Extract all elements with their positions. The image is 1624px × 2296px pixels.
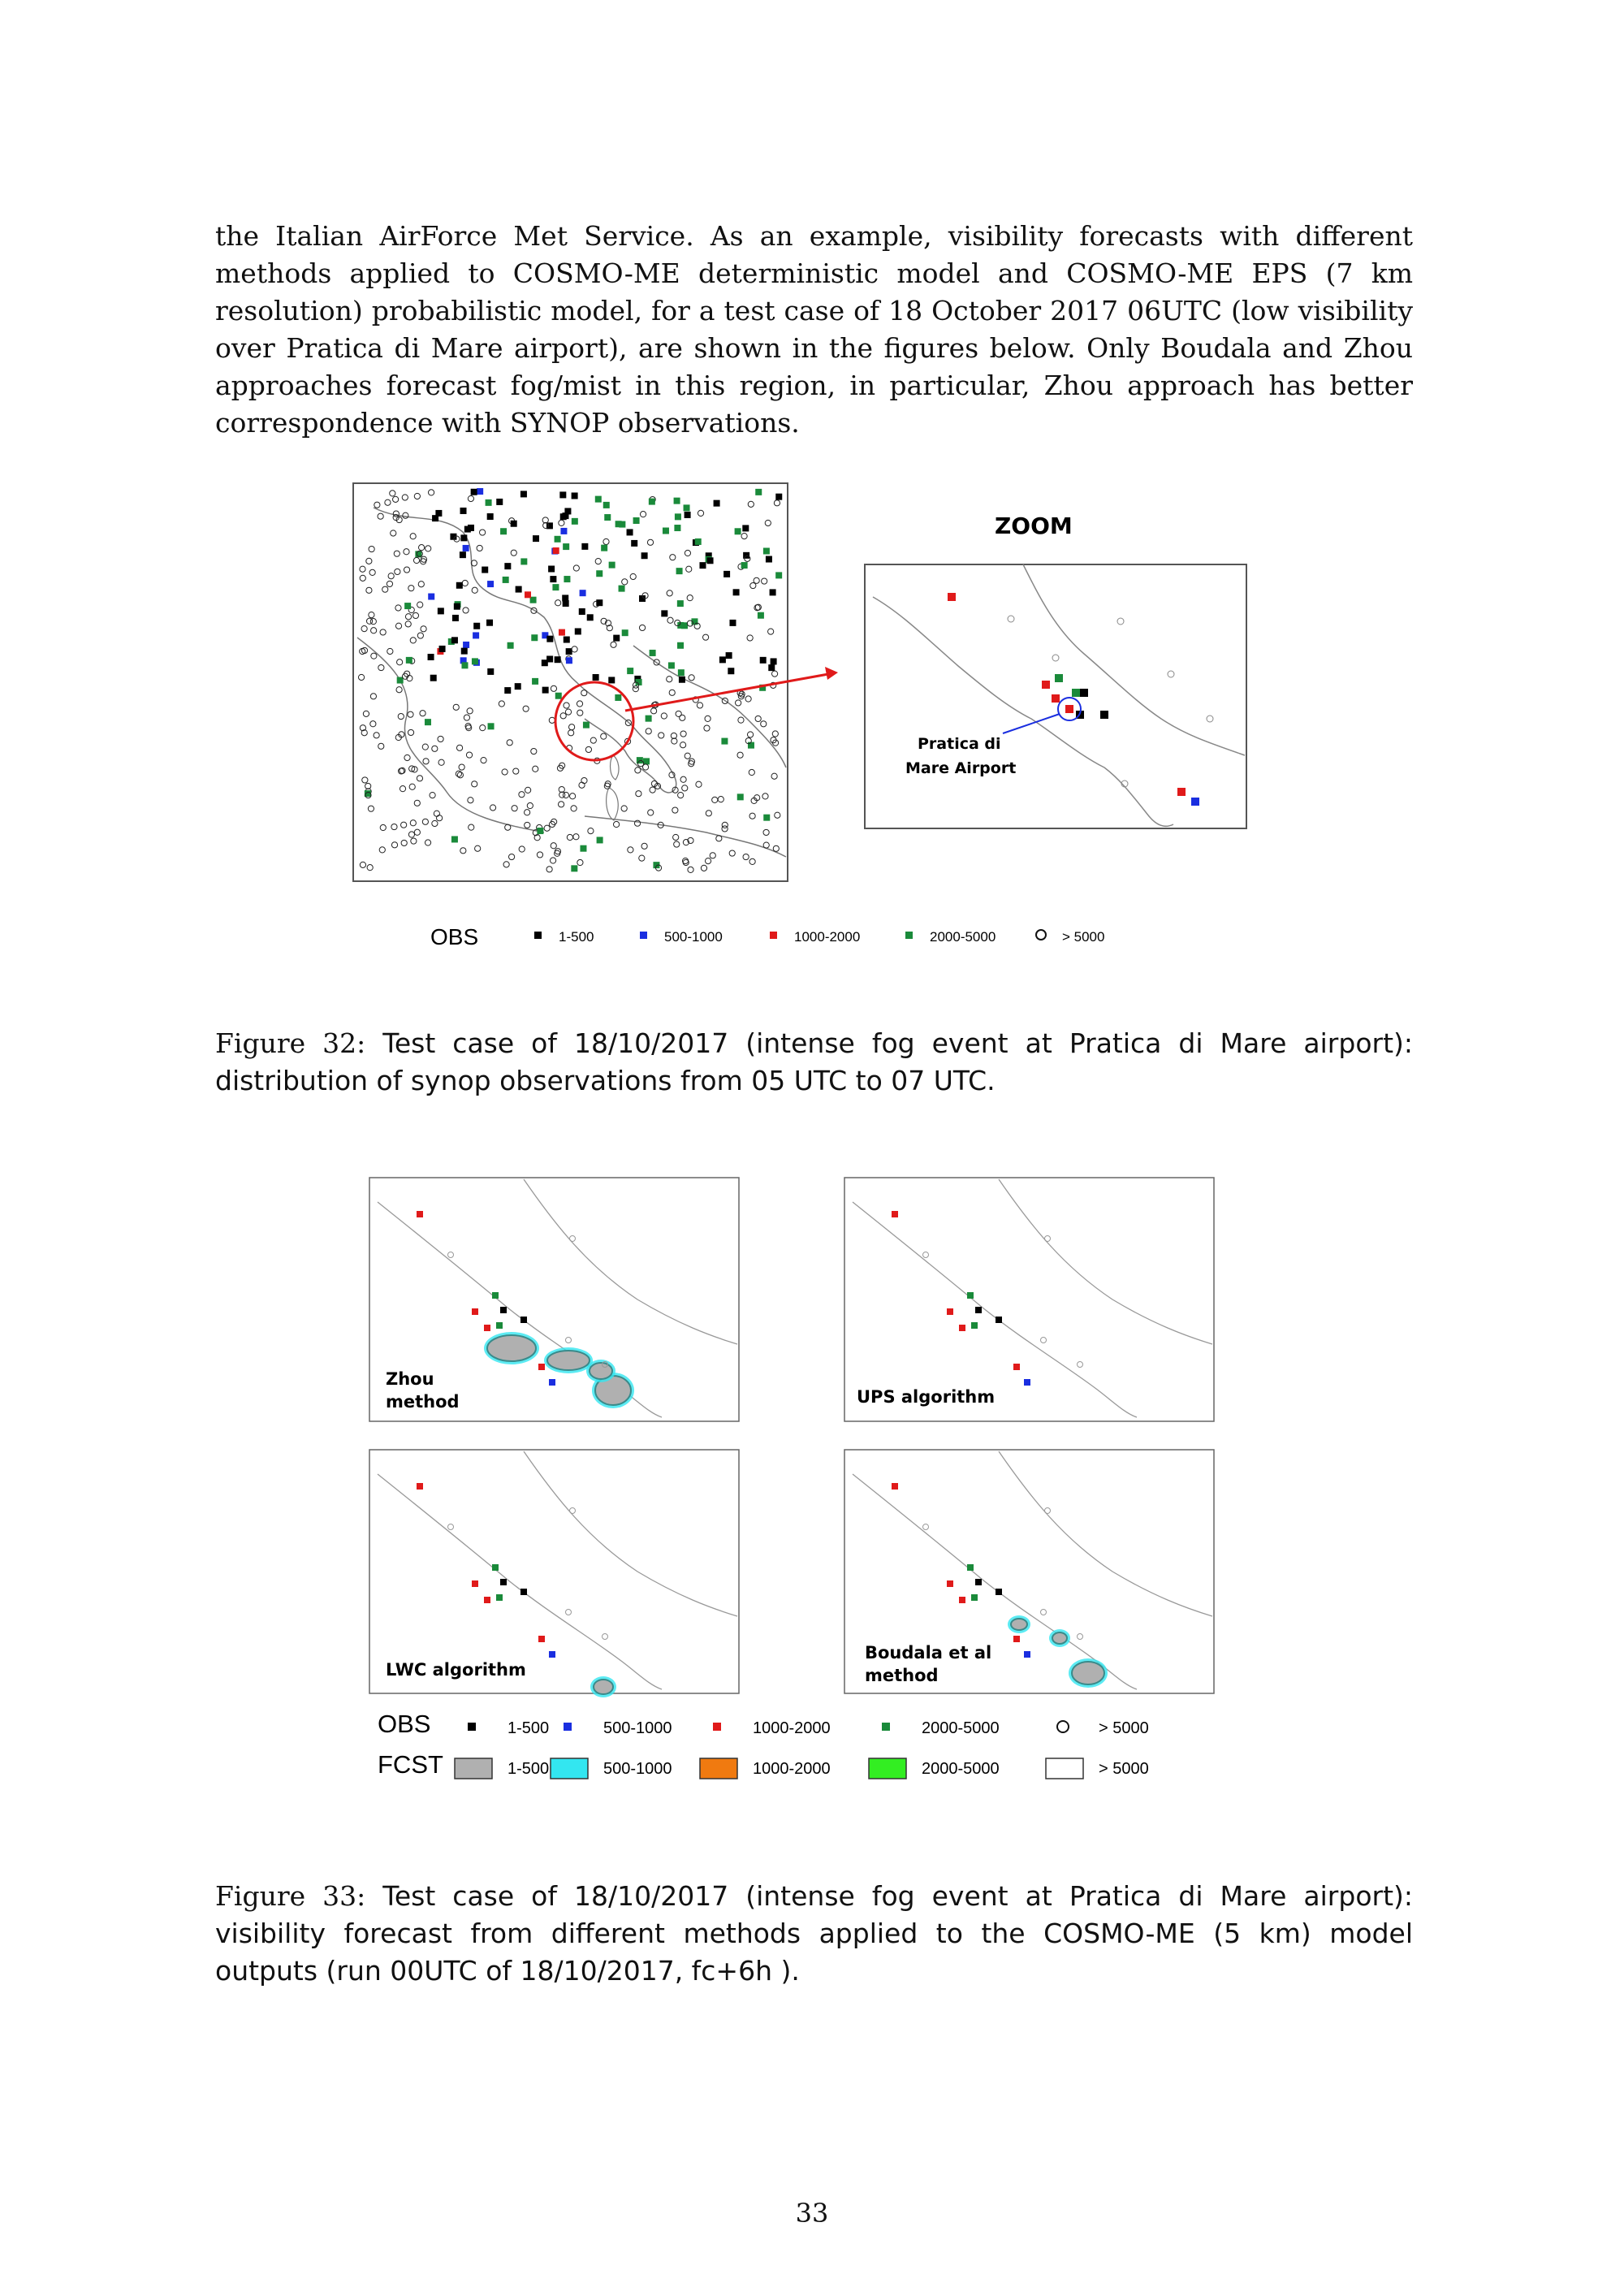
legend-marker [770,932,777,939]
legend33-fcst-label: 1000-2000 [753,1760,831,1778]
obs-marker [566,648,572,655]
obs-marker [613,635,620,642]
obs-marker [735,528,741,534]
obs-marker [726,652,732,659]
obs-marker [743,552,749,559]
fcst-area-core [1011,1619,1027,1630]
panel-obs-marker [492,1564,499,1571]
obs-marker [676,568,683,574]
legend33-obs-marker [468,1723,476,1731]
obs-marker [542,687,549,694]
panel-obs-marker [538,1636,545,1642]
panel-label-boudala-2: method [865,1666,939,1685]
obs-marker [515,683,521,690]
zoom-obs-marker [1080,689,1088,697]
obs-marker [685,512,691,518]
obs-marker [579,608,585,615]
figure-32-caption-text: Test case of 18/10/2017 (intense fog event at Pratica di Mare airport): distribution of synop observations from 05 UTC to 07 UTC. [215,1027,1414,1096]
obs-marker [678,669,685,676]
legend33-fcst-swatch [455,1758,492,1779]
legend-obs-label-33: OBS [378,1710,431,1738]
zoom-obs-marker [1100,711,1108,719]
zoom-obs-marker [1072,689,1080,697]
obs-marker [763,815,770,821]
obs-marker [496,499,503,505]
legend33-fcst-label: 1-500 [508,1760,550,1778]
figure-33-caption-text: Test case of 18/10/2017 (intense fog event at Pratica di Mare airport): visibility forecast from different methods applied to the COSMO-ME (5 km) model outputs (run 00UTC of 18/10/2017, fc+6h ). [215,1880,1414,1987]
legend33-obs-label: 1000-2000 [753,1719,831,1737]
obs-marker [473,623,480,629]
legend33-obs-label: > 5000 [1099,1719,1149,1737]
legend-class-label: 2000-5000 [930,929,996,945]
obs-marker [587,614,594,620]
obs-marker [487,581,494,587]
obs-marker [742,525,749,531]
panel-obs-marker [947,1580,953,1587]
obs-marker [435,510,442,517]
panel-ups [844,1178,1214,1421]
panel-obs-marker [1013,1364,1020,1370]
obs-marker [451,637,458,643]
panel-label-boudala-1: Boudala et al [865,1643,992,1663]
obs-marker [488,723,495,729]
legend33-fcst-swatch [551,1758,588,1779]
figure-33-legend [455,1719,1149,1779]
obs-marker [627,668,633,674]
figure-32-caption [215,1025,1413,1100]
figure-33-caption [215,1878,1413,1990]
legend-obs-label: OBS [430,924,479,949]
obs-marker [563,600,569,607]
obs-marker [668,662,675,668]
legend33-fcst-swatch [869,1758,906,1779]
obs-marker [566,657,572,664]
obs-marker [572,492,578,499]
obs-marker [560,513,567,520]
obs-marker [564,576,570,582]
obs-marker [531,634,538,641]
obs-marker [508,642,514,649]
obs-marker [661,610,667,616]
obs-marker [477,488,483,495]
obs-marker [504,687,511,694]
obs-marker [721,738,728,745]
legend-class-label: 1000-2000 [794,929,861,945]
figure-32-graphic [341,475,1275,962]
legend33-obs-label: 500-1000 [603,1719,672,1737]
obs-marker [553,547,559,554]
obs-marker [763,547,770,554]
obs-marker [596,599,603,606]
obs-marker [463,642,469,648]
legend-marker [640,932,647,939]
obs-marker [533,535,539,542]
legend33-obs-label: 2000-5000 [922,1719,1000,1737]
legend33-obs-marker [882,1723,890,1731]
obs-marker [637,757,643,763]
figure-32 [341,475,1275,962]
obs-marker [487,513,494,520]
obs-marker [699,562,706,569]
panel-obs-marker [1013,1636,1020,1642]
panel-label-lwc: LWC algorithm [386,1660,526,1680]
obs-marker [406,657,412,664]
obs-marker [729,620,736,626]
obs-marker [471,489,477,495]
panel-obs-marker [892,1211,898,1217]
airport-obs-marker [1065,705,1073,713]
obs-marker [560,528,567,534]
obs-marker [622,629,628,636]
obs-marker [461,648,468,655]
panel-obs-marker [549,1651,555,1658]
panel-obs-marker [520,1589,527,1595]
obs-marker [707,557,714,564]
obs-marker [675,513,681,520]
fcst-area-core [594,1680,613,1694]
obs-marker [439,646,446,652]
obs-marker [719,656,726,663]
obs-marker [615,694,621,701]
obs-marker [643,758,650,764]
obs-marker [438,608,444,614]
figure-33-graphic [357,1170,1267,1795]
obs-marker [650,650,656,656]
fcst-area-core [590,1363,612,1379]
airport-label-line1: Pratica di [918,735,1001,753]
obs-marker [714,500,720,507]
panel-obs-marker [496,1594,503,1601]
obs-marker [486,499,492,506]
obs-marker [677,642,684,649]
obs-marker [525,591,531,598]
obs-marker [555,656,561,663]
obs-marker [468,525,474,531]
legend33-fcst-label: 500-1000 [603,1760,672,1778]
legend33-obs-marker [564,1723,572,1731]
obs-marker [575,628,581,634]
zoom-obs-marker [1042,681,1050,689]
fcst-area-core [547,1351,590,1370]
figure-32-legend [534,929,1104,945]
panel-obs-marker [967,1292,974,1299]
obs-marker [737,793,744,800]
figure-33 [357,1170,1267,1795]
legend33-obs-label: 1-500 [508,1719,550,1737]
obs-marker [428,654,434,660]
obs-marker [615,521,622,527]
panel-label-ups: UPS algorithm [857,1387,996,1407]
obs-marker [460,534,467,541]
obs-marker [463,545,469,551]
obs-marker [597,837,603,843]
obs-marker [593,674,599,681]
legend-class-label: 1-500 [559,929,594,945]
panel-obs-marker [417,1211,423,1217]
obs-marker [770,589,776,595]
panel-obs-marker [492,1292,499,1299]
obs-marker [684,504,690,511]
fcst-area-core [1052,1632,1067,1644]
obs-marker [548,565,555,572]
obs-marker [633,517,640,524]
obs-marker [603,502,610,508]
obs-marker [604,514,611,521]
obs-marker [646,716,652,722]
obs-marker [430,675,437,681]
intro-paragraph: the Italian AirForce Met Service. As an example, visibility forecasts with different methods applied to COSMO-ME deterministic model and COSMO-ME EPS (7 km resolution) probabilistic model, for a test case of 18 October 2017 06UTC (low visibility over Pratica di Mare airport), are shown in the figures below. Only Boudala and Zhou approaches forecast fog/mist in this region, in particular, Zhou approach has better correspondence with SYNOP observations. [215,220,1413,439]
obs-marker [766,556,772,563]
obs-marker [723,571,730,577]
obs-marker [425,719,431,725]
obs-marker [487,668,494,675]
obs-marker [631,540,637,547]
page-number: 33 [795,2198,829,2229]
obs-marker [695,538,702,545]
zoom-arrowhead [825,667,838,680]
obs-marker [542,659,548,666]
obs-marker [546,636,553,642]
obs-marker [473,632,479,638]
legend33-fcst-label: > 5000 [1099,1760,1149,1778]
obs-marker [748,742,754,749]
obs-marker [555,693,562,699]
airport-label-line2: Mare Airport [905,759,1017,777]
obs-marker [472,658,478,664]
obs-marker [580,590,586,596]
obs-marker [741,562,748,569]
zoom-obs-marker [948,593,956,601]
obs-marker [674,525,680,531]
obs-marker [768,664,775,671]
obs-marker [460,551,466,558]
panel-label-zhou-1: Zhou [386,1369,434,1389]
panel-obs-marker [496,1322,503,1329]
panel-obs-marker [472,1580,478,1587]
legend33-obs-marker [713,1723,721,1731]
obs-marker [516,586,522,593]
obs-marker [649,499,655,505]
obs-marker [500,528,507,534]
obs-marker [552,584,559,590]
legend-marker [534,932,542,939]
panel-obs-marker [959,1597,965,1603]
obs-marker [563,543,569,550]
panel-obs-marker [971,1322,978,1329]
obs-marker [428,594,434,600]
obs-marker [663,528,669,534]
panel-label-zhou-2: method [386,1392,460,1412]
obs-marker [451,836,458,842]
obs-marker [503,577,509,583]
legend33-fcst-label: 2000-5000 [922,1760,1000,1778]
panel-obs-marker [996,1317,1002,1323]
panel-obs-marker [538,1364,545,1370]
obs-marker [595,496,602,503]
obs-marker [728,668,734,674]
panel-obs-marker [892,1483,898,1490]
obs-marker [641,552,648,559]
obs-marker [677,600,684,607]
panel-obs-marker [1024,1379,1030,1386]
obs-marker [771,658,777,664]
obs-marker [559,491,566,498]
panel-obs-marker [959,1325,965,1331]
obs-marker [733,589,740,595]
obs-marker [619,586,625,592]
panel-obs-marker [484,1597,490,1603]
obs-marker [755,489,762,495]
panel-obs-marker [520,1317,527,1323]
obs-marker [609,562,615,569]
figure-33-caption-label: Figure 33: [215,1880,366,1912]
zoom-title: ZOOM [995,512,1073,539]
obs-marker [580,845,586,852]
legend33-obs-gt5000 [1057,1721,1069,1732]
obs-marker [511,521,517,527]
obs-marker [775,572,782,578]
obs-marker [555,536,561,543]
obs-marker [679,677,685,683]
figure-32-caption-label: Figure 32: [215,1027,366,1059]
fcst-area-core [1072,1662,1104,1684]
panel-obs-marker [549,1379,555,1386]
obs-marker [520,558,527,564]
obs-marker [504,563,511,569]
panel-obs-marker [500,1307,507,1313]
panel-obs-marker [971,1594,978,1601]
obs-marker [758,612,764,619]
obs-marker [571,865,577,871]
obs-marker [601,545,607,551]
zoom-obs-marker [1052,694,1060,703]
panel-obs-marker [500,1579,507,1585]
legend-class-label: > 5000 [1062,929,1105,945]
panel-obs-marker [996,1589,1002,1595]
obs-marker [775,494,782,500]
zoom-obs-marker [1055,674,1063,682]
obs-marker [456,582,463,589]
obs-marker [486,620,493,626]
legend33-fcst-swatch [700,1758,737,1779]
obs-marker [559,629,565,636]
zoom-obs-marker [1177,788,1186,796]
obs-marker [520,491,527,497]
panel-obs-marker [484,1325,490,1331]
panel-obs-marker [417,1483,423,1490]
obs-marker [482,567,488,573]
obs-marker [608,677,615,683]
legend33-fcst-swatch [1046,1758,1083,1779]
obs-marker [532,678,538,685]
obs-marker [627,529,633,535]
obs-marker [461,662,468,668]
legend-fcst-label-33: FCST [378,1750,443,1779]
obs-marker [583,722,590,729]
obs-marker [674,498,680,504]
panel-obs-marker [1024,1651,1030,1658]
legend-marker-gt5000 [1036,930,1046,940]
obs-marker [452,615,459,621]
legend-class-label: 500-1000 [664,929,723,945]
obs-marker [404,603,411,609]
legend-marker [905,932,913,939]
panel-obs-marker [967,1564,974,1571]
obs-marker [537,828,543,834]
panel-obs-marker [472,1308,478,1315]
obs-marker [564,637,570,643]
obs-marker [460,508,467,514]
panel-obs-marker [975,1307,982,1313]
obs-marker [550,576,556,582]
panel-obs-marker [947,1308,953,1315]
zoom-obs-marker [1191,798,1199,806]
obs-marker [760,657,767,664]
fcst-area-core [487,1335,536,1361]
obs-marker [454,603,460,610]
obs-marker [572,518,578,525]
obs-marker [596,570,603,577]
europe-map-frame [353,483,788,881]
panel-obs-marker [975,1579,982,1585]
obs-marker [581,543,588,550]
